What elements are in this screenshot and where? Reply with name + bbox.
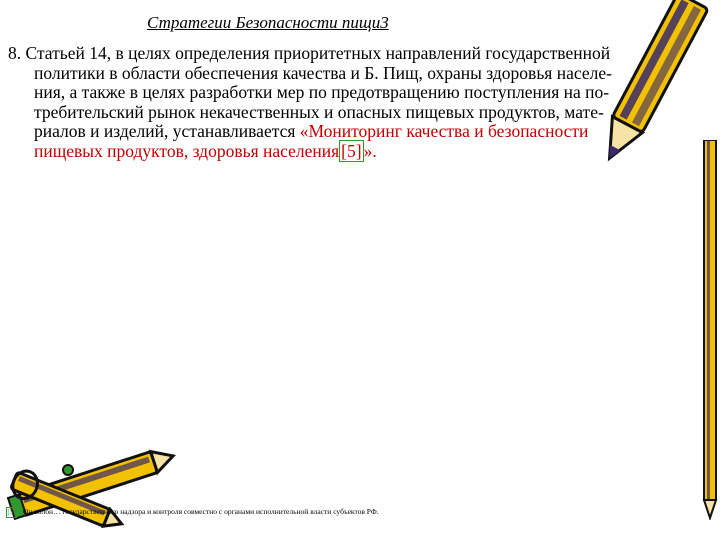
body-line: требительский рынок некачественных и опасных пищевых продуктов, мате-	[34, 101, 604, 122]
monitoring-highlight: «Мониторинг качества и безопасности	[299, 121, 589, 141]
slide-title: Стратегии Безопасности пищи3	[147, 13, 389, 32]
body-line: 8. Статьей 14, в целях определения приоритетных направлений государственной	[8, 43, 611, 63]
body-text-segment: ».	[363, 140, 377, 161]
body-text-segment: риалов и изделий, устанавливается	[34, 121, 300, 141]
monitoring-highlight: пищевых продуктов, здоровья населения	[34, 140, 340, 161]
pencil-icon	[700, 140, 720, 520]
body-line: политики в области обеспечения качества и Б. Пищ, охраны здоровья населе-	[34, 62, 612, 83]
footnote-reference-link[interactable]: [5]	[341, 140, 362, 161]
footnote-text: Он волон… государственного надзора и контроля совместно с органами исполнительной власти субъектов РФ.	[23, 507, 379, 517]
footnote-marker[interactable]: [5]	[7, 508, 16, 516]
footnote	[6, 507, 379, 518]
pencil-icon	[0, 430, 180, 540]
body-line: ния, а также в целях разработки мер по предотвращению поступления на по-	[34, 82, 610, 102]
